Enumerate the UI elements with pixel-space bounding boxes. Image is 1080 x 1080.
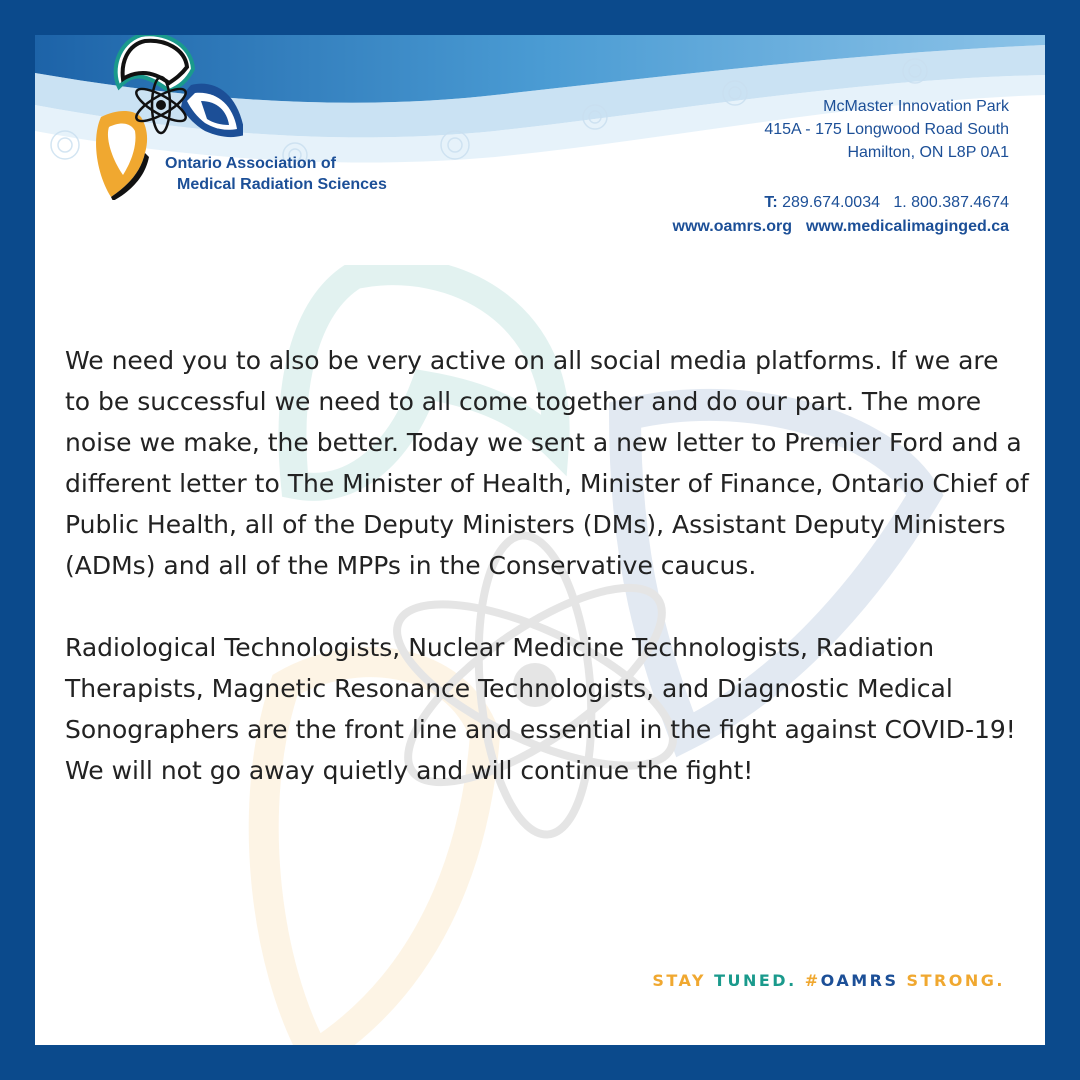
organization-name <box>165 153 387 195</box>
tagline-stay: STAY <box>652 971 715 990</box>
address-line2: 415A - 175 Longwood Road South <box>764 121 1009 138</box>
phone-numbers: 289.674.0034 1. 800.387.4674 <box>782 194 1009 211</box>
paragraph-2: Radiological Technologists, Nuclear Medicine Technologists, Radiation Therapists, Magnetic Resonance Technologists, and Diagnostic Medical Sonographers are the front line and essential in the fight against COVID-19! We will not go away quietly and will continue the fight! <box>65 633 1016 785</box>
paragraph-1: We need you to also be very active on all social media platforms. If we are to be successful we need to all come together and do our part. The more noise we make, the better. Today we sent a new letter to Premier Ford and a different letter to The Minister of Health, Minister of Finance, Ontario Chief of Public Health, all of the Deputy Ministers (DMs), Assistant Deputy Ministers (ADMs) and all of the MPPs in the Conservative caucus. <box>65 346 1029 580</box>
tagline-strong: STRONG. <box>898 971 1005 990</box>
website-medicalimaginged-link[interactable]: www.medicalimaginged.ca <box>805 218 1009 235</box>
phone-label: T: <box>764 194 778 211</box>
address-line3: Hamilton, ON L8P 0A1 <box>847 144 1009 161</box>
websites <box>673 215 1009 239</box>
message-body <box>65 340 1030 832</box>
org-name-line2: Medical Radiation Sciences <box>177 176 387 193</box>
org-name-line1: Ontario Association of <box>165 155 336 172</box>
phone-line <box>673 191 1009 215</box>
tagline-hash: # <box>796 971 821 990</box>
tagline-tuned: TUNED. <box>714 971 797 990</box>
address-line1: McMaster Innovation Park <box>823 98 1009 115</box>
website-oamrs-link[interactable]: www.oamrs.org <box>672 218 792 235</box>
address-block <box>764 95 1009 164</box>
contact-block <box>673 191 1009 239</box>
tagline-oamrs: OAMRS <box>820 971 899 990</box>
letterhead-card <box>35 35 1045 1045</box>
tagline <box>652 971 1005 990</box>
